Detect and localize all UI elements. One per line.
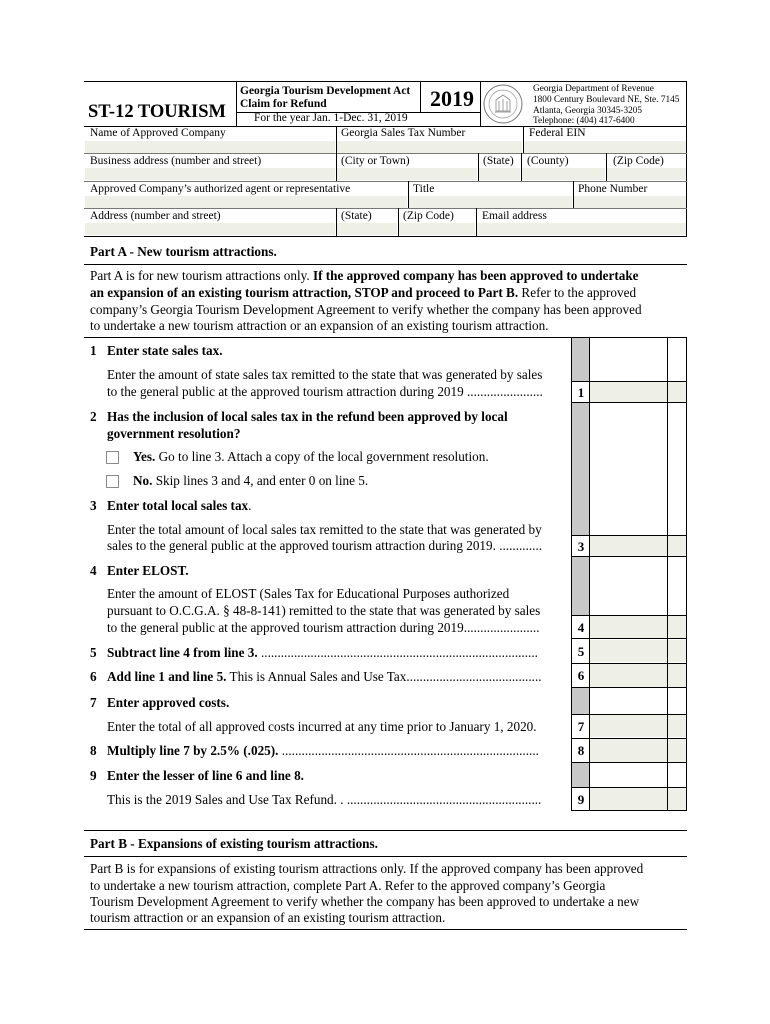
sales-tax-number-label: Georgia Sales Tax Number (341, 127, 466, 139)
part-a-intro-3: company’s Georgia Tourism Development Agreement to verify whether the company has been approved (90, 302, 642, 317)
box-number: 1 (577, 385, 585, 400)
line-6-number: 6 (90, 669, 97, 684)
state2-label: (State) (341, 210, 372, 222)
shaded-area (572, 402, 589, 536)
form-year: 2019 (430, 86, 474, 111)
federal-ein-input[interactable] (524, 141, 686, 153)
part-a-heading: Part A - New tourism attractions. (90, 244, 277, 259)
line-3-title: Enter total local sales tax. (107, 498, 252, 513)
line-3-text-2: sales to the general public at the approved tourism attraction during 2019. ............. (107, 538, 543, 553)
address-label: Address (number and street) (90, 210, 221, 222)
line-6-title: Add line 1 and line 5. This is Annual Sales and Use Tax......................................... (107, 669, 542, 684)
zip-input[interactable] (607, 168, 686, 180)
form-id: ST-12 TOURISM (88, 102, 226, 122)
agent-input[interactable] (85, 196, 407, 208)
line-2-number: 2 (90, 409, 97, 424)
zip-label: (Zip Code) (613, 155, 664, 167)
line-8-number: 8 (90, 743, 97, 758)
dept-phone: Telephone: (404) 417-6400 (533, 116, 635, 126)
sales-tax-number-input[interactable] (337, 141, 522, 153)
no-option: No. Skip lines 3 and 4, and enter 0 on line 5. (133, 473, 369, 488)
line-7-number: 7 (90, 695, 97, 710)
box-number: 9 (577, 792, 585, 807)
county-input[interactable] (522, 168, 605, 180)
business-address-input[interactable] (85, 168, 335, 180)
yes-option: Yes. Go to line 3. Attach a copy of the local government resolution. (133, 449, 489, 464)
shaded-area (572, 556, 589, 616)
georgia-seal-icon (483, 84, 523, 124)
part-b-text-1: Part B is for expansions of existing tourism attractions only. If the approved company has been approved (90, 861, 644, 876)
line-4-number: 4 (90, 563, 97, 578)
line-1-title: Enter state sales tax. (107, 343, 223, 358)
line-7-text: Enter the total of all approved costs incurred at any time prior to January 1, 2020. (107, 719, 537, 734)
shaded-area (572, 338, 589, 382)
line-4-text-1: Enter the amount of ELOST (Sales Tax for Educational Purposes authorized (107, 586, 510, 601)
box-number: 3 (577, 539, 585, 554)
line-9-text: This is the 2019 Sales and Use Tax Refund. . ........................................................... (107, 792, 542, 807)
state-label: (State) (483, 155, 514, 167)
state2-input[interactable] (337, 223, 397, 235)
line-5-number: 5 (90, 645, 97, 660)
form-period: For the year Jan. 1-Dec. 31, 2019 (254, 112, 408, 124)
line-7-title: Enter approved costs. (107, 695, 230, 710)
box-number: 8 (577, 743, 585, 758)
line-4-text-2: pursuant to O.C.G.A. § 48-8-141) remitted to the state that was generated by sales (107, 603, 541, 618)
shaded-area (572, 762, 589, 788)
federal-ein-label: Federal EIN (529, 127, 586, 139)
line-3-text-1: Enter the total amount of local sales tax remitted to the state that was generated by (107, 522, 542, 537)
yes-checkbox[interactable] (106, 451, 119, 464)
part-a-intro-4: to undertake a new tourism attraction or an expansion of an existing tourism attraction. (90, 318, 549, 333)
email-input[interactable] (477, 223, 686, 235)
part-b-text-3: Tourism Development Agreement to verify whether the company has been approved to undertake a new (90, 894, 640, 909)
business-address-label: Business address (number and street) (90, 155, 262, 167)
zip2-input[interactable] (399, 223, 475, 235)
line-5-amount[interactable] (590, 640, 686, 662)
line-7-amount[interactable] (590, 715, 686, 737)
city-label: (City or Town) (341, 155, 410, 167)
line-3-number: 3 (90, 498, 97, 513)
line-9-number: 9 (90, 768, 97, 783)
box-number: 6 (577, 668, 585, 683)
part-a-intro-2: an expansion of an existing tourism attraction, STOP and proceed to Part B. Refer to the approved (90, 285, 637, 300)
line-6-amount[interactable] (590, 664, 686, 687)
line-5-title: Subtract line 4 from line 3. .................................................................................... (107, 645, 538, 660)
claim-title: Claim for Refund (240, 98, 327, 110)
line-4-amount[interactable] (590, 616, 686, 638)
part-b-text-2: to undertake a new tourism attraction, complete Part A. Refer to the approved company’s Georgia (90, 878, 606, 893)
company-name-input[interactable] (85, 141, 335, 153)
dept-address-1: 1800 Century Boulevard NE, Ste. 7145 (533, 95, 680, 105)
state-input[interactable] (479, 168, 520, 180)
box-number: 7 (577, 719, 585, 734)
line-9-amount[interactable] (590, 788, 686, 810)
line-9-title: Enter the lesser of line 6 and line 8. (107, 768, 304, 783)
phone-input[interactable] (574, 196, 686, 208)
box-number: 5 (577, 644, 585, 659)
dept-address-2: Atlanta, Georgia 30345-3205 (533, 106, 643, 116)
line-8-title: Multiply line 7 by 2.5% (.025). .............................................................................. (107, 743, 539, 758)
line-2-title-1: Has the inclusion of local sales tax in the refund been approved by local (107, 409, 508, 424)
line-2-title-2: government resolution? (107, 426, 241, 441)
line-1-text-2: to the general public at the approved tourism attraction during 2019 ....................... (107, 384, 543, 399)
line-1-text-1: Enter the amount of state sales tax remitted to the state that was generated by sales (107, 367, 543, 382)
county-label: (County) (527, 155, 569, 167)
line-3-amount[interactable] (590, 536, 686, 556)
part-b-heading: Part B - Expansions of existing tourism attractions. (90, 836, 378, 851)
line-1-amount[interactable] (590, 382, 686, 402)
part-b-text-4: tourism attraction or an expansion of an existing tourism attraction. (90, 910, 446, 925)
dept-name: Georgia Department of Revenue (533, 84, 654, 94)
email-label: Email address (482, 210, 547, 222)
title-input[interactable] (409, 196, 572, 208)
no-checkbox[interactable] (106, 475, 119, 488)
line-8-amount[interactable] (590, 739, 686, 762)
act-title: Georgia Tourism Development Act (240, 85, 411, 97)
company-name-label: Name of Approved Company (90, 127, 226, 139)
title-label: Title (413, 183, 435, 195)
line-1-number: 1 (90, 343, 97, 358)
shaded-area (572, 688, 589, 715)
line-4-title: Enter ELOST. (107, 563, 189, 578)
box-number: 4 (577, 620, 585, 635)
phone-label: Phone Number (578, 183, 648, 195)
address-input[interactable] (85, 223, 335, 235)
zip2-label: (Zip Code) (403, 210, 454, 222)
agent-label: Approved Company’s authorized agent or representative (90, 183, 351, 195)
city-input[interactable] (337, 168, 477, 180)
line-4-text-3: to the general public at the approved tourism attraction during 2019....................... (107, 620, 540, 635)
part-a-intro-1: Part A is for new tourism attractions only. If the approved company has been approved to undertake (90, 268, 639, 283)
